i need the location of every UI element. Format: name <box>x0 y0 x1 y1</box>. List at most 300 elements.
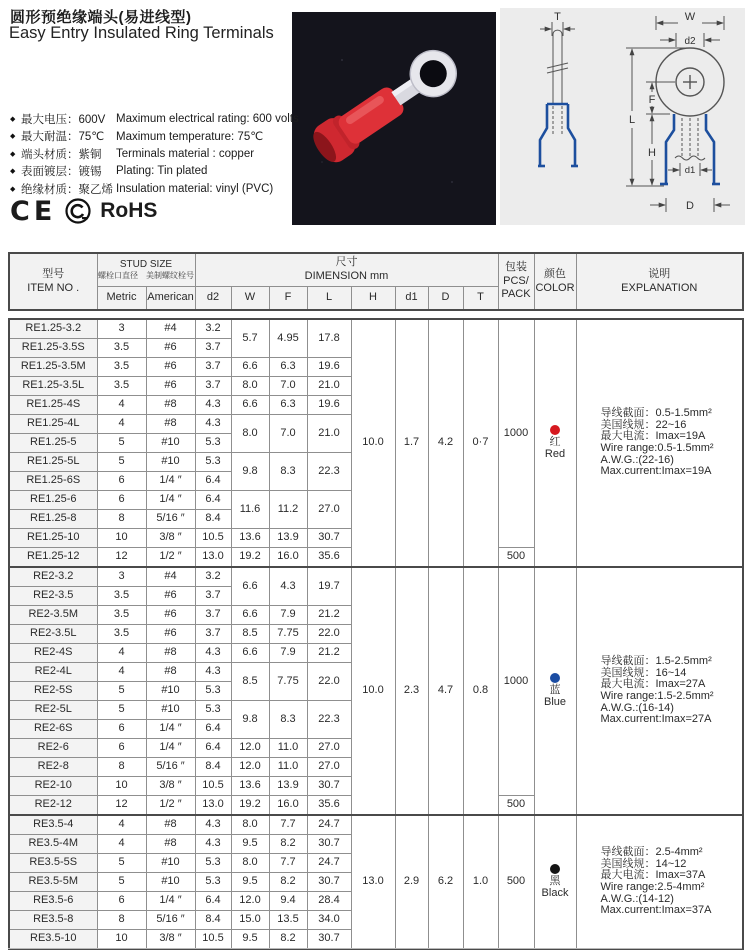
dim-f-cell: 7.75 <box>269 663 307 701</box>
dim-f-cell: 13.9 <box>269 529 307 548</box>
spec-table-header <box>8 252 744 311</box>
dim-f-cell: 7.75 <box>269 625 307 644</box>
dim-w-cell: 8.0 <box>231 415 269 453</box>
explanation-line: 导线截面：0.5-1.5mm² <box>600 407 712 420</box>
dim-w-cell: 8.0 <box>231 377 269 396</box>
header-explanation <box>576 253 743 310</box>
spec-text-zh: 最大电压：600V <box>21 113 106 126</box>
header-dim-W: W <box>231 287 269 311</box>
item-cell: RE3.5-5M <box>9 873 97 892</box>
item-cell: RE1.25-5L <box>9 453 97 472</box>
dim-w-cell: 9.5 <box>231 835 269 854</box>
page-title-en: Easy Entry Insulated Ring Terminals <box>9 24 274 42</box>
dim-label-d2: d2 <box>684 36 696 47</box>
metric-cell: 5 <box>97 854 146 873</box>
dim-w-cell: 8.5 <box>231 663 269 701</box>
dim-d2-cell: 3.7 <box>195 606 231 625</box>
table-row <box>9 567 743 587</box>
dim-w-cell: 11.6 <box>231 491 269 529</box>
dim-d2-cell: 8.4 <box>195 758 231 777</box>
metric-cell: 8 <box>97 758 146 777</box>
next-section-edge <box>8 948 742 949</box>
dim-d2-cell: 8.4 <box>195 510 231 529</box>
metric-cell: 4 <box>97 663 146 682</box>
dim-w-cell: 8.0 <box>231 854 269 873</box>
spec-item <box>10 163 299 181</box>
american-cell: 1/2 ″ <box>146 796 195 816</box>
dim-t-cell: 1.0 <box>463 815 498 949</box>
dim-d2-cell: 4.3 <box>195 415 231 434</box>
metric-cell: 10 <box>97 777 146 796</box>
header-stud-sub: 螺栓口直径 美制螺纹栓号 <box>98 271 194 281</box>
dim-d2-cell: 3.7 <box>195 587 231 606</box>
dim-l-cell: 34.0 <box>307 911 351 930</box>
item-cell: RE2-6S <box>9 720 97 739</box>
dim-l-cell: 35.6 <box>307 548 351 568</box>
item-cell: RE2-6 <box>9 739 97 758</box>
product-photo <box>292 12 496 225</box>
header-american: American <box>146 287 195 311</box>
american-cell: 1/4 ″ <box>146 472 195 491</box>
american-cell: #4 <box>146 319 195 339</box>
item-cell: RE2-5L <box>9 701 97 720</box>
dim-l-cell: 22.3 <box>307 701 351 739</box>
color-cell <box>534 319 576 567</box>
dim-w-cell: 6.6 <box>231 358 269 377</box>
dim-f-cell: 7.7 <box>269 815 307 835</box>
dim-l-cell: 24.7 <box>307 854 351 873</box>
dim-w-cell: 6.6 <box>231 644 269 663</box>
dim-d2-cell: 10.5 <box>195 529 231 548</box>
dim-h-cell: 13.0 <box>351 815 395 949</box>
american-cell: #6 <box>146 587 195 606</box>
color-name-zh: 蓝 <box>549 684 561 697</box>
dim-f-cell: 8.2 <box>269 930 307 950</box>
item-cell: RE3.5-4 <box>9 815 97 835</box>
dim-d2-cell: 5.3 <box>195 701 231 720</box>
american-cell: 5/16 ″ <box>146 911 195 930</box>
dim-l-cell: 30.7 <box>307 529 351 548</box>
item-cell: RE1.25-3.5S <box>9 339 97 358</box>
dim-label-d1: d1 <box>684 165 696 176</box>
header-color <box>534 253 576 310</box>
dim-d2-cell: 10.5 <box>195 930 231 950</box>
dim-w-cell: 9.8 <box>231 701 269 739</box>
item-cell: RE3.5-6 <box>9 892 97 911</box>
spec-text-zh: 最大耐温：75℃ <box>21 131 105 144</box>
dim-f-cell: 7.9 <box>269 644 307 663</box>
item-cell: RE3.5-8 <box>9 911 97 930</box>
dim-f-cell: 16.0 <box>269 548 307 568</box>
american-cell: #8 <box>146 815 195 835</box>
dim-f-cell: 7.0 <box>269 415 307 453</box>
metric-cell: 8 <box>97 510 146 529</box>
metric-cell: 6 <box>97 892 146 911</box>
metric-cell: 4 <box>97 644 146 663</box>
spec-table-body <box>8 318 744 950</box>
american-cell: #6 <box>146 377 195 396</box>
header-stud-title: STUD SIZE <box>119 258 173 270</box>
metric-cell: 3 <box>97 567 146 587</box>
explanation-line: Max.current:Imax=37A <box>600 904 712 917</box>
metric-cell: 3.5 <box>97 625 146 644</box>
header-item-zh: 型号 <box>42 267 65 280</box>
dim-d2-cell: 5.3 <box>195 453 231 472</box>
item-cell: RE2-8 <box>9 758 97 777</box>
dim-h-cell: 10.0 <box>351 319 395 567</box>
metric-cell: 5 <box>97 434 146 453</box>
explanation-line: Wire range:0.5-1.5mm² <box>600 442 714 454</box>
header-color-zh: 颜色 <box>544 267 566 280</box>
dim-f-cell: 6.3 <box>269 358 307 377</box>
dim-w-cell: 12.0 <box>231 739 269 758</box>
american-cell: 1/4 ″ <box>146 491 195 510</box>
dim-d2-cell: 6.4 <box>195 491 231 510</box>
dim-f-cell: 8.2 <box>269 835 307 854</box>
metric-cell: 12 <box>97 548 146 568</box>
american-cell: #6 <box>146 606 195 625</box>
header-metric: Metric <box>97 287 146 311</box>
item-cell: RE1.25-6S <box>9 472 97 491</box>
dim-l-cell: 22.0 <box>307 663 351 701</box>
spec-item <box>10 145 299 163</box>
dim-d2-cell: 6.4 <box>195 472 231 491</box>
metric-cell: 4 <box>97 415 146 434</box>
american-cell: #10 <box>146 453 195 472</box>
american-cell: #8 <box>146 663 195 682</box>
spec-text-en: Plating: Tin plated <box>116 165 208 178</box>
item-cell: RE2-3.2 <box>9 567 97 587</box>
page-title-zh: 圆形预绝缘端头(易进线型) <box>10 9 192 26</box>
explanation-cell <box>576 319 743 567</box>
explanation-line: Max.current:Imax=27A <box>600 713 712 726</box>
spec-item <box>10 128 299 146</box>
dim-l-cell: 22.3 <box>307 453 351 491</box>
ring-terminal-photo <box>292 12 496 225</box>
dim-f-cell: 8.2 <box>269 873 307 892</box>
item-cell: RE3.5-5S <box>9 854 97 873</box>
metric-cell: 6 <box>97 472 146 491</box>
dim-w-cell: 8.5 <box>231 625 269 644</box>
header-dim-d2: d2 <box>195 287 231 311</box>
metric-cell: 10 <box>97 529 146 548</box>
explanation-line: 美国线规：14~12 <box>600 857 687 870</box>
item-cell: RE2-4S <box>9 644 97 663</box>
header-dim-H: H <box>351 287 395 311</box>
spec-list <box>10 110 299 198</box>
header-color-en: COLOR <box>535 281 575 294</box>
dim-w-cell: 12.0 <box>231 758 269 777</box>
header-pack <box>498 253 534 310</box>
dim-l-cell: 19.6 <box>307 358 351 377</box>
spec-text-en: Maximum electrical rating: 600 volts <box>116 112 299 125</box>
dim-label-F: F <box>648 94 656 106</box>
explanation-line: A.W.G.:(14-12) <box>600 892 674 905</box>
header-dim-zh: 尺寸 <box>335 256 358 269</box>
dim-l-cell: 22.0 <box>307 625 351 644</box>
american-cell: 3/8 ″ <box>146 930 195 950</box>
dim-l-cell: 21.2 <box>307 644 351 663</box>
pack-cell: 1000 <box>498 567 534 796</box>
color-name-en: Red <box>544 448 566 460</box>
item-cell: RE1.25-4L <box>9 415 97 434</box>
metric-cell: 4 <box>97 835 146 854</box>
ce-mark: CE <box>10 195 57 227</box>
dim-w-cell: 13.6 <box>231 529 269 548</box>
header-dim-T: T <box>463 287 498 311</box>
dim-l-cell: 30.7 <box>307 835 351 854</box>
metric-cell: 3.5 <box>97 358 146 377</box>
dim-d-cell: 4.7 <box>428 567 463 815</box>
color-name-zh: 红 <box>549 436 561 449</box>
american-cell: 1/2 ″ <box>146 548 195 568</box>
item-cell: RE1.25-8 <box>9 510 97 529</box>
dim-l-cell: 19.6 <box>307 396 351 415</box>
dim-w-cell: 12.0 <box>231 892 269 911</box>
rohs-mark: RoHS <box>100 199 158 222</box>
item-cell: RE1.25-6 <box>9 491 97 510</box>
dim-d-cell: 6.2 <box>428 815 463 949</box>
american-cell: #10 <box>146 873 195 892</box>
color-dot-icon <box>550 425 560 435</box>
dim-d2-cell: 4.3 <box>195 396 231 415</box>
header-dim-d1: d1 <box>395 287 428 311</box>
dim-label-D: D <box>686 200 694 212</box>
spec-text-zh: 端头材质：紫铜 <box>21 148 102 161</box>
dim-l-cell: 17.8 <box>307 319 351 358</box>
metric-cell: 12 <box>97 796 146 816</box>
dim-l-cell: 21.0 <box>307 377 351 396</box>
item-cell: RE2-3.5 <box>9 587 97 606</box>
side-view-insulation-outline <box>538 104 578 166</box>
dim-f-cell: 6.3 <box>269 396 307 415</box>
american-cell: #6 <box>146 358 195 377</box>
metric-cell: 3 <box>97 319 146 339</box>
header-dim-D: D <box>428 287 463 311</box>
explanation-line: 美国线规：16~14 <box>600 666 687 679</box>
spec-bullet-icon: ◆ <box>10 185 16 193</box>
dim-d2-cell: 13.0 <box>195 548 231 568</box>
dim-l-cell: 30.7 <box>307 873 351 892</box>
dim-w-cell: 15.0 <box>231 911 269 930</box>
spec-bullet-icon: ◆ <box>10 133 16 141</box>
metric-cell: 3.5 <box>97 587 146 606</box>
header-dim-F: F <box>269 287 307 311</box>
dim-f-cell: 13.9 <box>269 777 307 796</box>
item-cell: RE1.25-12 <box>9 548 97 568</box>
american-cell: #4 <box>146 567 195 587</box>
dim-l-cell: 19.7 <box>307 567 351 606</box>
dim-l-cell: 21.2 <box>307 606 351 625</box>
header-pack-en1: PCS/ <box>503 274 529 287</box>
color-name-en: Black <box>541 887 569 899</box>
american-cell: #8 <box>146 835 195 854</box>
dim-d-cell: 4.2 <box>428 319 463 567</box>
explanation-line: A.W.G.:(22-16) <box>600 453 674 466</box>
spec-text-zh: 绝缘材质：聚乙烯 <box>21 183 113 196</box>
dim-f-cell: 11.0 <box>269 739 307 758</box>
spec-bullet-icon: ◆ <box>10 115 16 123</box>
header-dimension <box>195 253 498 287</box>
pack-cell: 500 <box>498 815 534 949</box>
american-cell: 1/4 ″ <box>146 739 195 758</box>
spec-bullet-icon: ◆ <box>10 150 16 158</box>
american-cell: #6 <box>146 625 195 644</box>
dim-f-cell: 9.4 <box>269 892 307 911</box>
explanation-line: Max.current:Imax=19A <box>600 465 712 478</box>
table-row <box>9 319 743 339</box>
item-cell: RE1.25-4S <box>9 396 97 415</box>
american-cell: #8 <box>146 396 195 415</box>
dim-l-cell: 27.0 <box>307 491 351 529</box>
explanation-cell <box>576 815 743 949</box>
dim-l-cell: 35.6 <box>307 796 351 816</box>
dimension-diagram <box>500 8 745 225</box>
metric-cell: 5 <box>97 701 146 720</box>
item-cell: RE2-3.5M <box>9 606 97 625</box>
metric-cell: 5 <box>97 453 146 472</box>
dim-d2-cell: 3.7 <box>195 377 231 396</box>
american-cell: #8 <box>146 415 195 434</box>
dim-l-cell: 24.7 <box>307 815 351 835</box>
dim-d2-cell: 5.3 <box>195 854 231 873</box>
explanation-line: 导线截面：2.5-4mm² <box>600 846 703 859</box>
color-dot-icon <box>550 673 560 683</box>
header-item-en: ITEM NO . <box>27 281 80 294</box>
dim-f-cell: 4.95 <box>269 319 307 358</box>
header-pack-zh: 包装 <box>505 260 527 273</box>
dim-w-cell: 19.2 <box>231 548 269 568</box>
metric-cell: 4 <box>97 815 146 835</box>
metric-cell: 6 <box>97 739 146 758</box>
dim-d2-cell: 3.7 <box>195 625 231 644</box>
dim-f-cell: 7.7 <box>269 854 307 873</box>
american-cell: 3/8 ″ <box>146 777 195 796</box>
dim-f-cell: 13.5 <box>269 911 307 930</box>
dim-l-cell: 28.4 <box>307 892 351 911</box>
dim-f-cell: 8.3 <box>269 701 307 739</box>
item-cell: RE2-4L <box>9 663 97 682</box>
dim-h-cell: 10.0 <box>351 567 395 815</box>
american-cell: #10 <box>146 854 195 873</box>
dim-d2-cell: 4.3 <box>195 644 231 663</box>
color-dot-icon <box>550 864 560 874</box>
item-cell: RE2-12 <box>9 796 97 816</box>
header-expl-zh: 说明 <box>648 267 671 280</box>
explanation-line: 最大电流：Imax=37A <box>600 869 706 882</box>
header-pack-en2: PACK <box>501 288 531 301</box>
dim-label-L: L <box>628 114 636 126</box>
dim-t-cell: 0·7 <box>463 319 498 567</box>
dim-d2-cell: 5.3 <box>195 682 231 701</box>
dim-label-T: T <box>554 11 561 23</box>
dim-d2-cell: 6.4 <box>195 892 231 911</box>
american-cell: 1/4 ″ <box>146 720 195 739</box>
item-cell: RE1.25-5 <box>9 434 97 453</box>
spec-bullet-icon: ◆ <box>10 168 16 176</box>
metric-cell: 4 <box>97 396 146 415</box>
dim-l-cell: 27.0 <box>307 758 351 777</box>
dim-d1-cell: 1.7 <box>395 319 428 567</box>
item-cell: RE2-5S <box>9 682 97 701</box>
spec-item <box>10 110 299 128</box>
spec-text-en: Maximum temperature: 75℃ <box>116 131 264 144</box>
table-row <box>9 815 743 835</box>
dim-l-cell: 21.0 <box>307 415 351 453</box>
header-dim-en: DIMENSION mm <box>304 270 389 282</box>
metric-cell: 3.5 <box>97 377 146 396</box>
header-dim-L: L <box>307 287 351 311</box>
dim-w-cell: 9.5 <box>231 930 269 950</box>
dim-w-cell: 9.5 <box>231 873 269 892</box>
item-cell: RE3.5-4M <box>9 835 97 854</box>
american-cell: #10 <box>146 682 195 701</box>
dim-f-cell: 7.9 <box>269 606 307 625</box>
pack-cell: 500 <box>498 796 534 816</box>
dim-d2-cell: 4.3 <box>195 663 231 682</box>
metric-cell: 8 <box>97 911 146 930</box>
color-cell <box>534 815 576 949</box>
metric-cell: 6 <box>97 491 146 510</box>
explanation-line: 美国线规：22~16 <box>600 418 687 431</box>
american-cell: #6 <box>146 339 195 358</box>
header-item-no <box>9 253 97 310</box>
metric-cell: 6 <box>97 720 146 739</box>
dim-d1-cell: 2.9 <box>395 815 428 949</box>
dim-d2-cell: 6.4 <box>195 720 231 739</box>
metric-cell: 10 <box>97 930 146 950</box>
american-cell: #10 <box>146 701 195 720</box>
certification-row <box>10 195 157 227</box>
pack-cell: 1000 <box>498 319 534 548</box>
explanation-cell <box>576 567 743 815</box>
dim-l-cell: 30.7 <box>307 777 351 796</box>
dim-w-cell: 13.6 <box>231 777 269 796</box>
certification-circle-icon <box>65 198 91 224</box>
dim-d2-cell: 3.2 <box>195 567 231 587</box>
item-cell: RE1.25-3.5M <box>9 358 97 377</box>
dim-f-cell: 8.3 <box>269 453 307 491</box>
american-cell: #8 <box>146 644 195 663</box>
explanation-line: 导线截面：1.5-2.5mm² <box>600 655 712 668</box>
explanation-line: 最大电流：Imax=19A <box>600 430 706 443</box>
metric-cell: 5 <box>97 682 146 701</box>
metric-cell: 5 <box>97 873 146 892</box>
dim-d2-cell: 6.4 <box>195 739 231 758</box>
item-cell: RE3.5-10 <box>9 930 97 950</box>
dim-d1-cell: 2.3 <box>395 567 428 815</box>
dim-d2-cell: 5.3 <box>195 434 231 453</box>
spec-text-zh: 表面镀层：镀锡 <box>21 166 102 179</box>
american-cell: #10 <box>146 434 195 453</box>
dim-d2-cell: 4.3 <box>195 815 231 835</box>
dim-w-cell: 8.0 <box>231 815 269 835</box>
dim-d2-cell: 13.0 <box>195 796 231 816</box>
metric-cell: 3.5 <box>97 606 146 625</box>
dim-label-H: H <box>648 147 656 159</box>
dim-f-cell: 7.0 <box>269 377 307 396</box>
dim-f-cell: 4.3 <box>269 567 307 606</box>
dim-d2-cell: 10.5 <box>195 777 231 796</box>
dim-d2-cell: 3.7 <box>195 339 231 358</box>
dim-w-cell: 9.8 <box>231 453 269 491</box>
dim-w-cell: 19.2 <box>231 796 269 816</box>
item-cell: RE1.25-3.2 <box>9 319 97 339</box>
spec-text-en: Terminals material : copper <box>116 147 255 160</box>
pack-cell: 500 <box>498 548 534 568</box>
header-stud-size <box>97 253 195 287</box>
american-cell: 5/16 ″ <box>146 758 195 777</box>
